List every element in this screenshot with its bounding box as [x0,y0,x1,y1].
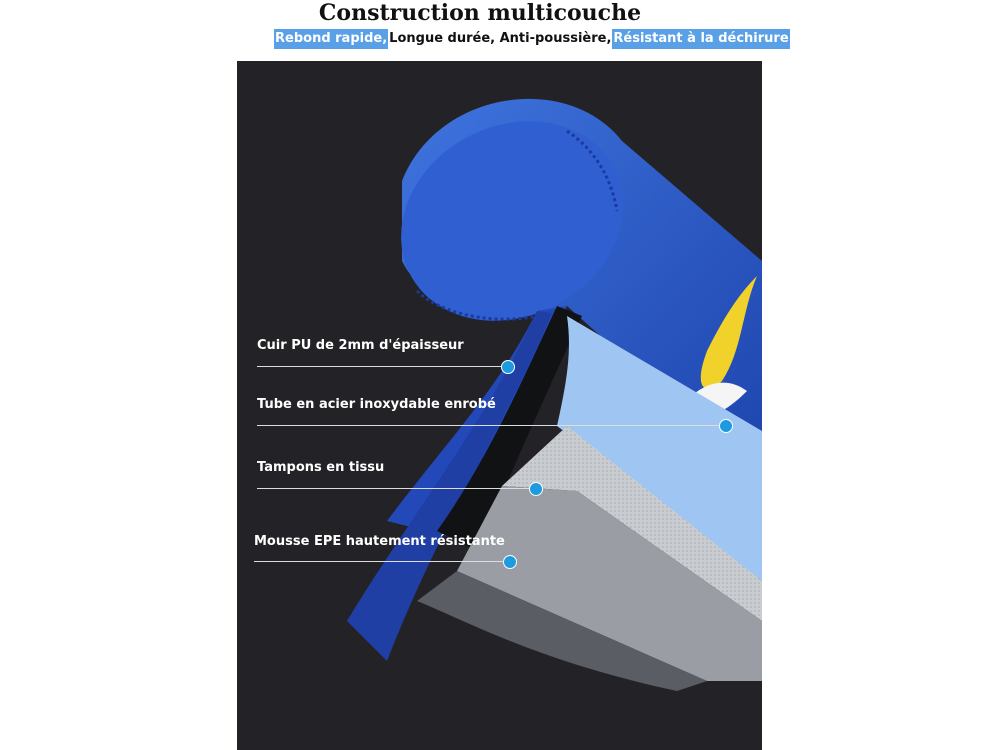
marker-dot [719,419,733,433]
marker-dot [503,555,517,569]
marker-dot [501,360,515,374]
callout-line [257,425,727,426]
feature-durable-dustproof: Longue durée, Anti-poussière, [389,31,612,46]
feature-quick-rebound: Rebond rapide, [274,29,388,49]
callout-label: Tube en acier inoxydable enrobé [257,397,496,412]
callout-label: Tampons en tissu [257,460,385,475]
callout-line [257,366,507,367]
callout-label: Cuir PU de 2mm d'épaisseur [257,338,464,353]
feature-tear-resistant: Résistant à la déchirure [612,29,789,49]
marker-dot [529,482,543,496]
callout-label: Mousse EPE hautement résistante [254,534,505,549]
page-title: Construction multicouche [318,0,642,26]
cross-section-panel [237,61,762,750]
callout-line [257,488,537,489]
callout-line [254,561,509,562]
feature-list [274,29,790,49]
